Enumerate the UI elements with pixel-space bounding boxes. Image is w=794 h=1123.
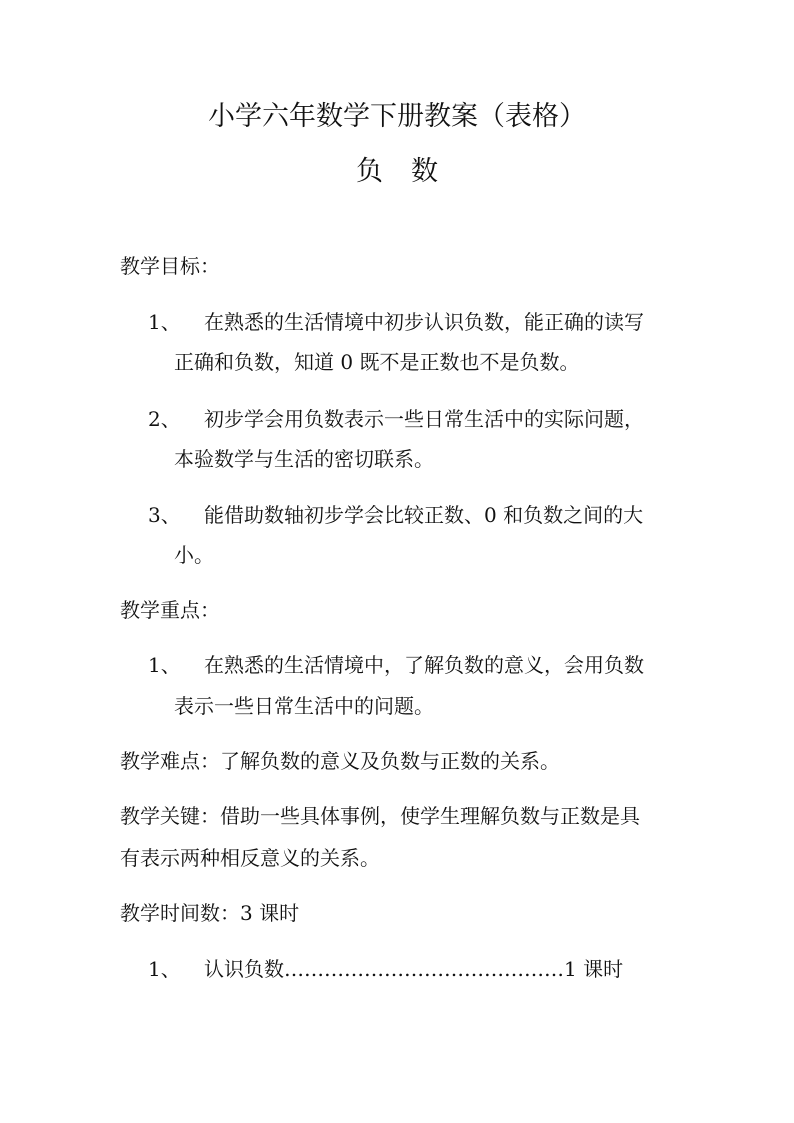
key-point-item-1 — [148, 655, 644, 675]
teaching-time-line: 教学时间数：3 课时 — [120, 901, 300, 925]
key-point-number: 1、 — [148, 653, 181, 677]
critical-point-line-continued: 有表示两种相反意义的关系。 — [120, 846, 380, 870]
goal-item-text: 在熟悉的生活情境中初步认识负数，能正确的读写 — [204, 310, 644, 334]
goal-item-2 — [148, 409, 644, 429]
key-point-text: 在熟悉的生活情境中，了解负数的意义，会用负数 — [204, 653, 644, 677]
goal-item-3 — [148, 505, 643, 525]
goal-item-3-continued: 小。 — [174, 543, 214, 567]
goal-item-number: 3、 — [148, 503, 181, 527]
critical-point-line: 教学关键：借助一些具体事例，使学生理解负数与正数是具 — [120, 804, 640, 828]
schedule-item-text: 认识负数……………………………………1 课时 — [204, 957, 624, 981]
goal-item-number: 2、 — [148, 407, 181, 431]
goal-item-1 — [148, 312, 644, 332]
document-title: 小学六年数学下册教案（表格） — [208, 101, 586, 132]
difficulty-line: 教学难点：了解负数的意义及负数与正数的关系。 — [120, 749, 560, 773]
goal-item-2-continued: 本验数学与生活的密切联系。 — [174, 447, 434, 471]
schedule-item-1 — [148, 959, 623, 979]
lesson-title-char-1: 负 — [356, 156, 383, 187]
key-point-item-1-continued: 表示一些日常生活中的问题。 — [174, 694, 434, 718]
goal-item-1-continued: 正确和负数，知道 0 既不是正数也不是负数。 — [174, 350, 580, 374]
lesson-title-char-2: 数 — [411, 156, 438, 187]
lesson-title — [0, 158, 794, 185]
key-points-heading: 教学重点： — [120, 598, 220, 622]
goal-item-text: 能借助数轴初步学会比较正数、0 和负数之间的大 — [204, 503, 644, 527]
schedule-item-number: 1、 — [148, 957, 181, 981]
goals-heading: 教学目标： — [120, 254, 220, 278]
goal-item-number: 1、 — [148, 310, 181, 334]
goal-item-text: 初步学会用负数表示一些日常生活中的实际问题， — [204, 407, 644, 431]
